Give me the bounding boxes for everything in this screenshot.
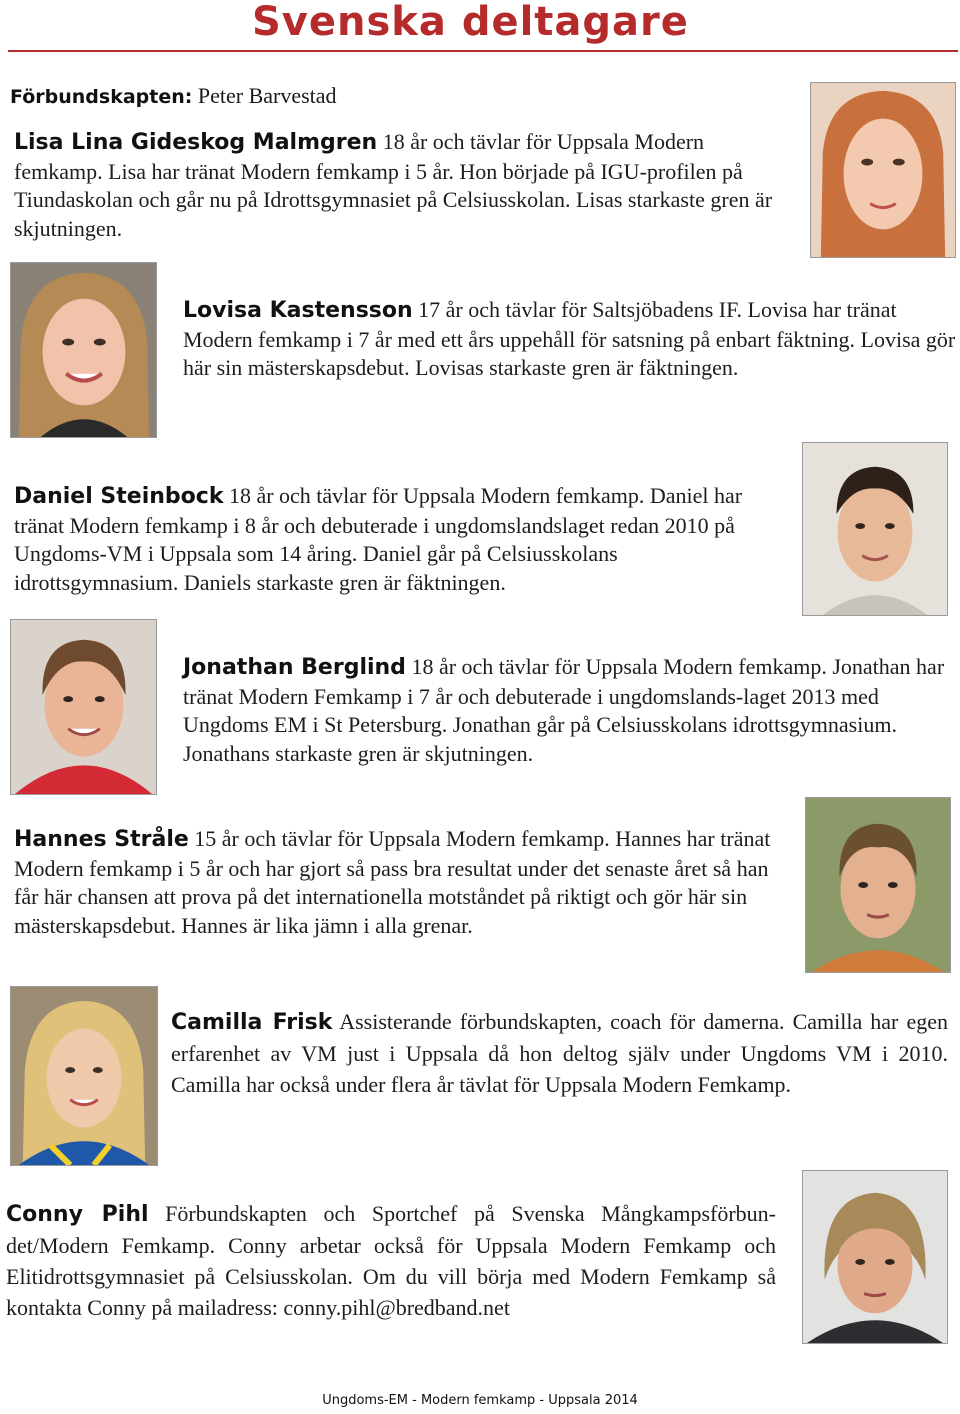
page-title: Svenska deltagare (252, 0, 689, 45)
participant-photo-conny (802, 1170, 948, 1344)
participant-bio-daniel (14, 482, 784, 597)
participant-photo-lisa (810, 82, 956, 258)
participant-photo-hannes (805, 797, 951, 973)
head-coach-label: Förbundskapten: (10, 86, 193, 108)
participant-bio-camilla (171, 1006, 948, 1100)
participant-bio-lisa (14, 128, 792, 243)
participant-text: 18 år och tävlar för Uppsala Modern femkamp. Jonathan har tränat Modern Femkamp i 7 år och debuterade i ungdomslands-laget 2013 med Ungdoms EM i St Petersburg. Jonathan går på Celsiusskolans idrottsgymnasium. Jonathans starkaste gren är skjutningen. (183, 654, 945, 766)
participant-text: 18 år och tävlar för Uppsala Modern femkamp. Lisa har tränat Modern femkamp i 5 år. Hon började på IGU-profilen på Tiundaskolan och går nu på Idrottsgymnasiet på Celsiusskolan. Lisas starkaste gren är skjutningen. (14, 129, 773, 241)
participant-text: 17 år och tävlar för Saltsjöbadens IF. Lovisa har tränat Modern femkamp i 7 år med ett års uppehåll för satsning på enbart fäktning. Lovisa gör här sin mästerskapsdebut. Lovisas starkaste gren är fäktningen. (183, 297, 956, 380)
participant-photo-daniel (802, 442, 948, 616)
title-divider (8, 50, 958, 52)
participant-photo-jonathan (10, 619, 157, 795)
participant-text: Assisterande förbundskapten, coach för damerna. Camilla har egen erfarenhet av VM just i Uppsala då hon deltog själv under Ungdoms VM i 2010. Camilla har också under flera år tävlat för Uppsala Modern Femkamp. (171, 1009, 948, 1097)
participant-name: Lovisa Kastensson (183, 298, 413, 323)
head-coach-name: Peter Barvestad (197, 83, 337, 108)
participant-text: 18 år och tävlar för Uppsala Modern femkamp. Daniel har tränat Modern femkamp i 8 år och debuterade i ungdomslandslaget redan 2010 på Ungdoms-VM i Uppsala som 14 åring. Daniel går på Celsiusskolans idrottsgymnasium. Daniels starkaste gren är fäktningen. (14, 483, 743, 595)
participant-bio-conny (6, 1198, 776, 1323)
participant-name: Camilla Frisk (171, 1010, 333, 1035)
participant-name: Jonathan Berglind (183, 655, 406, 680)
participant-bio-hannes (14, 825, 780, 940)
page-footer: Ungdoms-EM - Modern femkamp - Uppsala 2014 (322, 1393, 638, 1408)
participant-name: Conny Pihl (6, 1202, 149, 1227)
participant-photo-camilla (10, 986, 158, 1166)
participant-text: 15 år och tävlar för Uppsala Modern femkamp. Hannes har tränat Modern femkamp i 5 år och har gjort så pass bra resultat under det senaste året så han får här chansen att prova på det internationella motståndet på riktigt och gör här sin mästerskapsdebut. Hannes är lika jämn i alla grenar. (14, 826, 771, 938)
participant-photo-lovisa (10, 262, 157, 438)
participant-name: Hannes Stråle (14, 827, 189, 852)
head-coach-line (10, 82, 337, 111)
participant-text: Förbundskapten och Sportchef på Svenska Mångkampsförbun-det/Modern Femkamp. Conny arbetar också för Uppsala Modern Femkamp och Elitidrottsgymnasiet på Celsiusskolan. Om du vill börja med Modern Femkamp så kontakta Conny på mailadress: conny.pihl@bredband.net (6, 1201, 776, 1320)
participant-bio-jonathan (183, 653, 955, 768)
participant-bio-lovisa (183, 296, 958, 383)
participant-name: Lisa Lina Gideskog Malmgren (14, 130, 378, 155)
participant-name: Daniel Steinbock (14, 484, 224, 509)
